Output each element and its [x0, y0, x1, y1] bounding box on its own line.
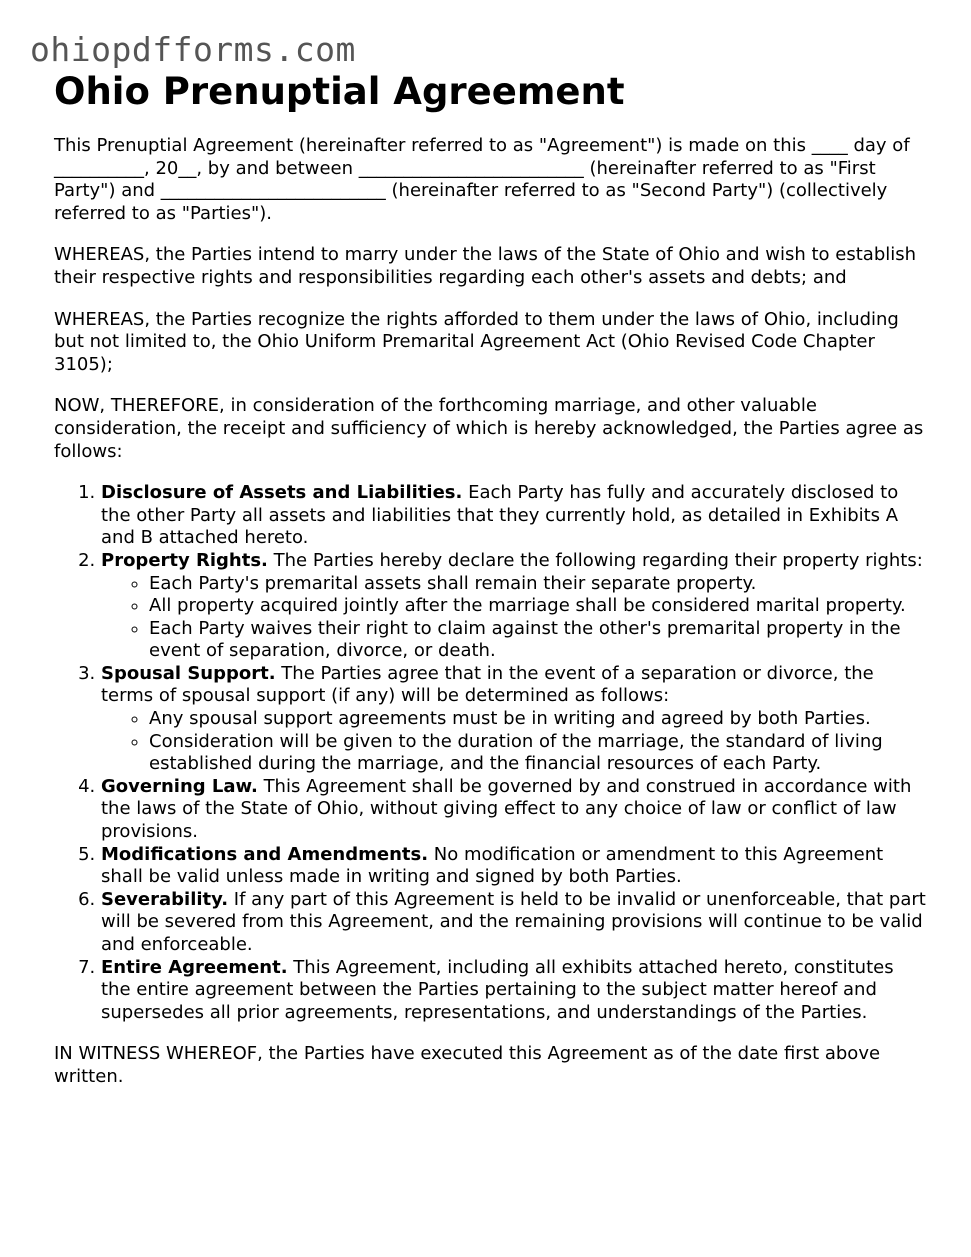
whereas-rights-paragraph: WHEREAS, the Parties recognize the rights afforded to them under the laws of Ohio, including but not limited to, the Ohio Uniform Premarital Agreement Act (Ohio Revised Code Chapter 3105); [54, 308, 899, 375]
witness-paragraph: IN WITNESS WHEREOF, the Parties have executed this Agreement as of the date first above written. [54, 1043, 881, 1087]
spousal-support-sublist [101, 708, 926, 776]
section-text: This Agreement shall be governed by and construed in accordance with the laws of the State of Ohio, without giving effect to any choice of law or conflict of law provisions. [101, 775, 912, 843]
list-item: ◦ Each Party waives their right to claim against the other's premarital property in the event of separation, divorce, or death. [149, 618, 926, 663]
whereas-intent-paragraph: WHEREAS, the Parties intend to marry under the laws of the State of Ohio and wish to establish their respective rights and responsibilities regarding each other's assets and debts; and [54, 244, 917, 288]
list-item: ◦ Consideration will be given to the duration of the marriage, the standard of living established during the marriage, and the financial resources of each Party. [149, 731, 926, 776]
list-item: ◦ Any spousal support agreements must be in writing and agreed by both Parties. [149, 708, 926, 731]
section-spousal-support [101, 663, 926, 776]
section-text: The Parties agree that in the event of a separation or divorce, the terms of spousal support (if any) will be determined as follows: [101, 662, 874, 707]
section-heading: Severability. [101, 888, 229, 910]
section-heading: Disclosure of Assets and Liabilities. [101, 482, 463, 504]
section-heading: Governing Law. [101, 775, 258, 797]
list-item: ◦ Each Party's premarital assets shall remain their separate property. [149, 573, 926, 596]
section-text: If any part of this Agreement is held to be invalid or unenforceable, that part will be severed from this Agreement, and the remaining provisions will continue to be valid and enforceable. [101, 888, 926, 955]
section-heading: Property Rights. [101, 549, 268, 571]
property-rights-sublist [101, 573, 926, 663]
agreement-sections-list [54, 482, 926, 1024]
section-modifications [101, 844, 926, 889]
now-therefore-paragraph: NOW, THEREFORE, in consideration of the forthcoming marriage, and other valuable consideration, the receipt and sufficiency of which is hereby acknowledged, the Parties agree as follows: [54, 395, 924, 462]
section-text: No modification or amendment to this Agreement shall be valid unless made in writing and signed by both Parties. [101, 843, 884, 888]
section-heading: Entire Agreement. [101, 956, 288, 978]
section-heading: Modifications and Amendments. [101, 843, 429, 865]
section-text: The Parties hereby declare the following regarding their property rights: [267, 549, 923, 571]
section-property-rights [101, 550, 926, 663]
list-item: ◦ All property acquired jointly after the marriage shall be considered marital property. [149, 595, 926, 618]
intro-paragraph: This Prenuptial Agreement (hereinafter referred to as "Agreement") is made on this ____ day of __________, 20__, by and between _________________________ (hereinafter referred to as "First Party") and _________________________ (hereinafter referred to as "Second Party") (collectively referred to as "Parties"). [54, 135, 910, 224]
document-page [54, 68, 926, 1108]
section-text: This Agreement, including all exhibits attached hereto, constitutes the entire agreement between the Parties pertaining to the subject matter hereof and supersedes all prior agreements, representations, and understandings of the Parties. [101, 956, 894, 1023]
section-text: Each Party has fully and accurately disclosed to the other Party all assets and liabilities that they currently hold, as detailed in Exhibits A and B attached hereto. [101, 482, 899, 549]
watermark-text: ohiopdfforms.com [30, 30, 356, 69]
section-disclosure [101, 482, 926, 550]
section-governing-law [101, 776, 926, 844]
section-severability [101, 889, 926, 957]
section-heading: Spousal Support. [101, 662, 276, 684]
section-entire-agreement [101, 957, 926, 1025]
document-title: Ohio Prenuptial Agreement [54, 70, 625, 113]
